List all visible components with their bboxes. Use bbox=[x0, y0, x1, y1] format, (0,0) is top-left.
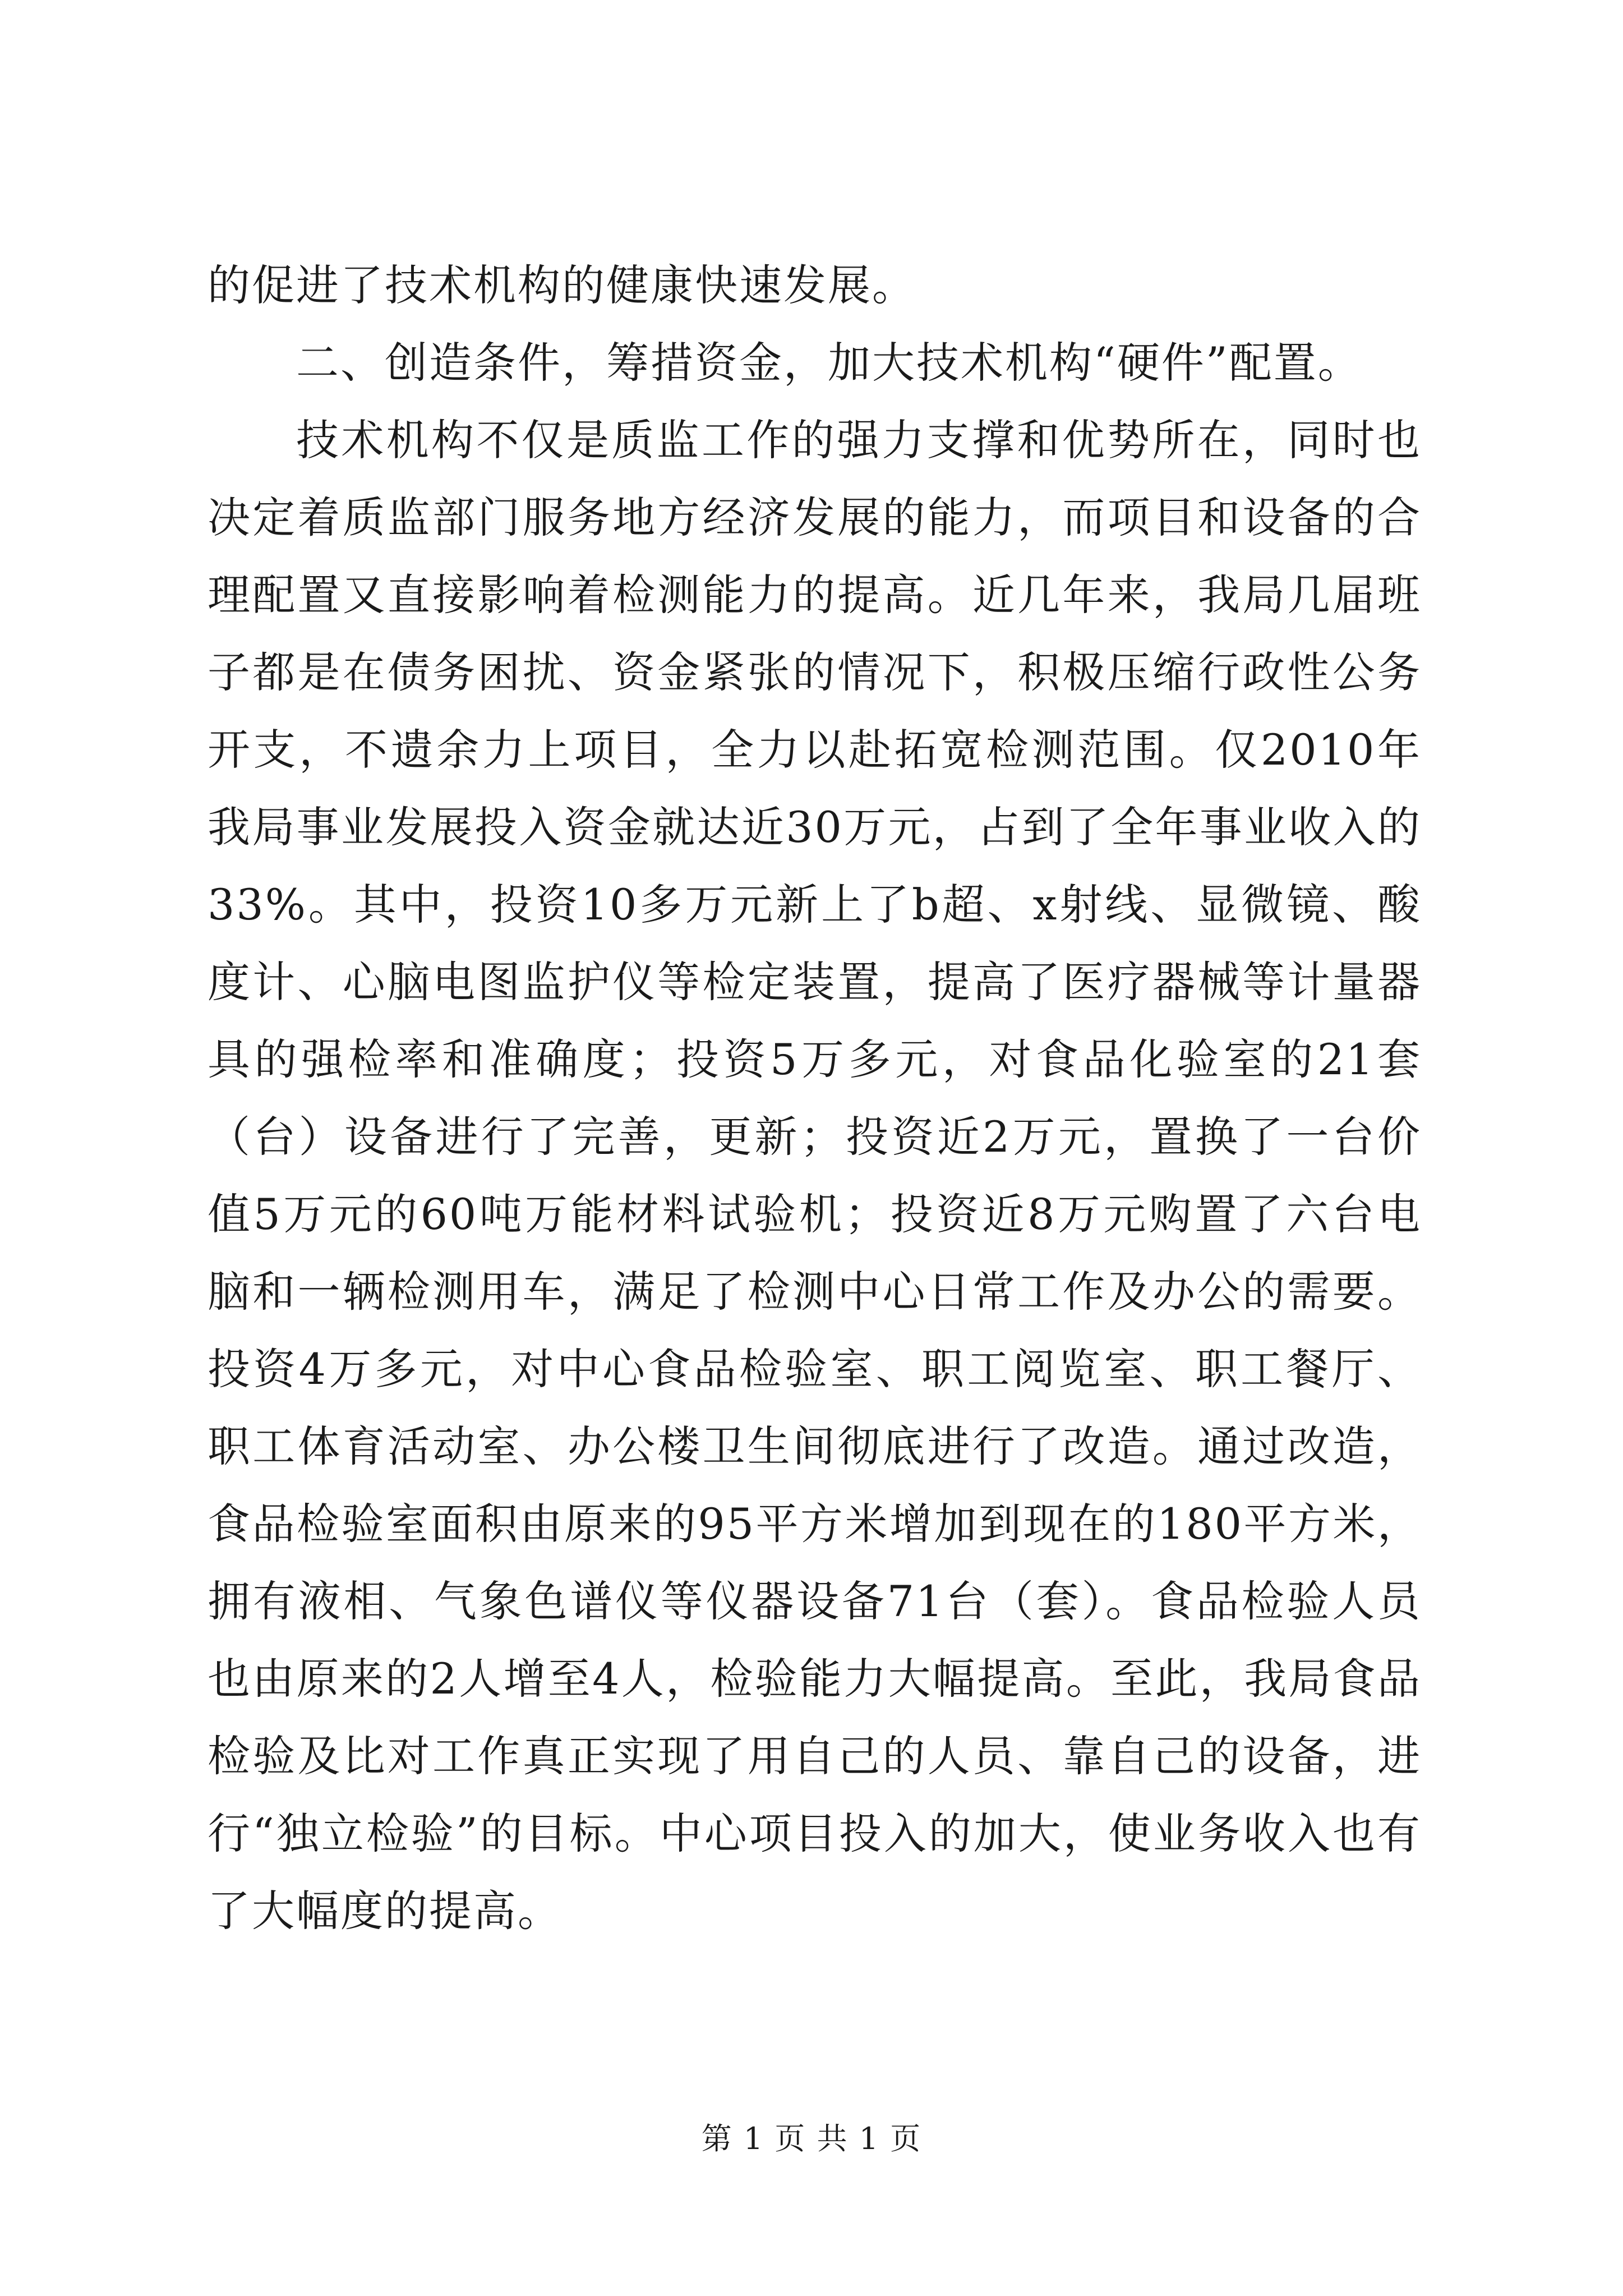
paragraph-body: 技术机构不仅是质监工作的强力支撑和优势所在，同时也决定着质监部门服务地方经济发展的能力，而项目和设备的合理配置又直接影响着检测能力的提高。近几年来，我局几届班子都是在债务困扰、资金紧张的情况下，积极压缩行政性公务开支，不遗余力上项目，全力以赴拓宽检测范围。仅2010年我局事业发展投入资金就达近30万元，占到了全年事业收入的33%。其中，投资10多万元新上了b超、x射线、显微镜、酸度计、心脑电图监护仪等检定装置，提高了医疗器械等计量器具的强检率和准确度；投资5万多元，对食品化验室的21套（台）设备进行了完善，更新；投资近2万元，置换了一台价值5万元的60吨万能材料试验机；投资近8万元购置了六台电脑和一辆检测用车，满足了检测中心日常工作及办公的需要。投资4万多元，对中心食品检验室、职工阅览室、职工餐厅、职工体育活动室、办公楼卫生间彻底进行了改造。通过改造，食品检验室面积由原来的95平方米增加到现在的180平方米，拥有液相、气象色谱仪等仪器设备71台（套）。食品检验人员也由原来的2人增至4人，检验能力大幅提高。至此，我局食品检验及比对工作真正实现了用自己的人员、靠自己的设备，进行“独立检验”的目标。中心项目投入的加大，使业务收入也有了大幅度的提高。 bbox=[208, 415, 1422, 1936]
page-footer: 第 1 页 共 1 页 bbox=[701, 2121, 922, 2156]
section-heading: 二、创造条件，筹措资金，加大技术机构“硬件”配置。 bbox=[296, 338, 1362, 388]
paragraph-continuation: 的促进了技术机构的健康快速发展。 bbox=[208, 260, 916, 310]
document-body bbox=[208, 247, 1422, 1950]
